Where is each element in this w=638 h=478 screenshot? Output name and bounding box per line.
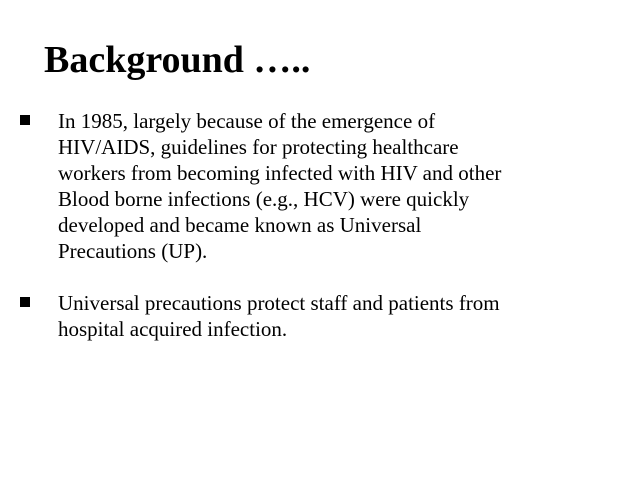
bullet-text xyxy=(58,108,620,264)
bullet-line: Universal precautions protect staff and patients from xyxy=(58,291,500,315)
bullet-line: hospital acquired infection. xyxy=(58,317,288,341)
bullet-line: In 1985, largely because of the emergence of xyxy=(58,109,436,133)
bullet-line: workers from becoming infected with HIV and other xyxy=(58,161,502,185)
bullet-item xyxy=(20,108,620,264)
bullet-item xyxy=(20,290,620,342)
slide-title: Background ….. xyxy=(44,39,311,81)
bullet-line: Blood borne infections (e.g., HCV) were quickly xyxy=(58,187,470,211)
square-bullet-icon xyxy=(20,115,30,125)
bullet-list xyxy=(20,108,620,342)
bullet-line: HIV/AIDS, guidelines for protecting healthcare xyxy=(58,135,459,159)
bullet-line: developed and became known as Universal xyxy=(58,213,422,237)
bullet-text xyxy=(58,290,620,342)
bullet-line: Precautions (UP). xyxy=(58,239,208,263)
square-bullet-icon xyxy=(20,297,30,307)
